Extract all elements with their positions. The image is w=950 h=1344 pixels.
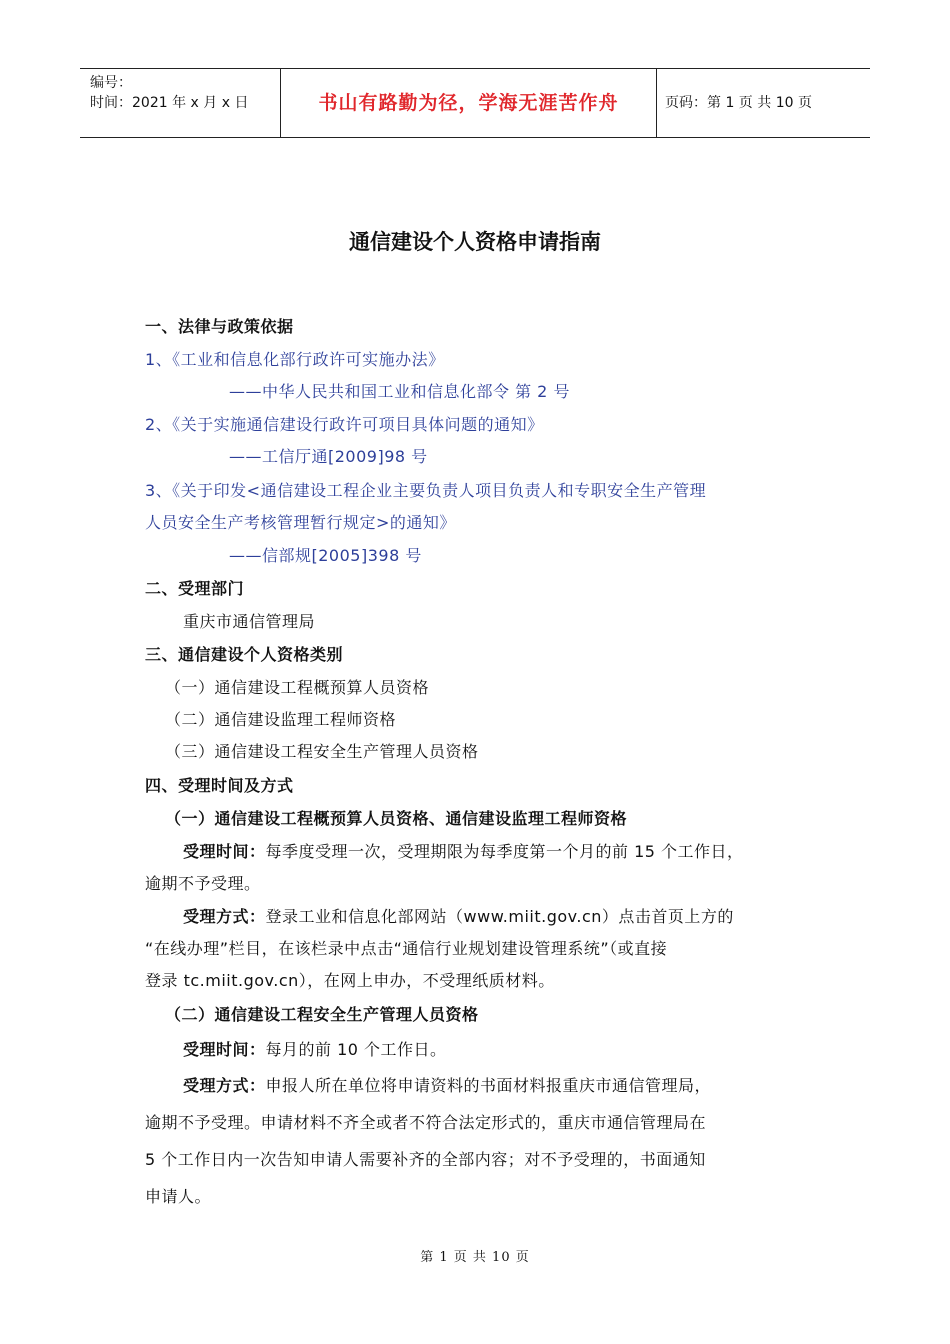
department-name: 重庆市通信管理局 <box>183 612 316 631</box>
section-heading-legal-basis: 一、法律与政策依据 <box>145 317 294 336</box>
page-header <box>80 68 870 138</box>
sub1-time-line-2: 逾期不予受理。 <box>145 874 261 893</box>
reference-item-3: 3、《关于印发<通信建设工程企业主要负责人项目负责人和专职安全生产管理 <box>145 481 707 500</box>
sub2-time-line <box>183 1037 447 1060</box>
subsection-heading-2: （二）通信建设工程安全生产管理人员资格 <box>165 1005 479 1024</box>
sub2-time-text: 每月的前 10 个工作日。 <box>265 1040 447 1059</box>
section-heading-categories: 三、通信建设个人资格类别 <box>145 645 344 664</box>
category-item-2: （二）通信建设监理工程师资格 <box>165 710 397 729</box>
sub1-time-text: 每季度受理一次，受理期限为每季度第一个月的前 15 个工作日， <box>265 842 744 861</box>
sub2-method-text: 申报人所在单位将申请资料的书面材料报重庆市通信管理局， <box>265 1076 712 1095</box>
header-page-number: 页码：第 1 页 共 10 页 <box>665 95 812 111</box>
sub2-method-line-4: 申请人。 <box>145 1187 212 1206</box>
sub1-method-line-1 <box>183 904 734 927</box>
sub1-method-label: 受理方式： <box>183 907 266 926</box>
document-title: 通信建设个人资格申请指南 <box>349 230 601 254</box>
sub2-method-label: 受理方式： <box>183 1076 266 1095</box>
document-number-label: 编号： <box>90 75 132 91</box>
sub2-method-line-3: 5 个工作日内一次告知申请人需要补齐的全部内容；对不予受理的，书面通知 <box>145 1150 706 1169</box>
header-meta <box>80 69 280 137</box>
reference-item-1: 1、《工业和信息化部行政许可实施办法》 <box>145 350 445 369</box>
section-heading-department: 二、受理部门 <box>145 579 245 598</box>
header-motto: 书山有路勤为径，学海无涯苦作舟 <box>318 92 619 114</box>
category-item-1: （一）通信建设工程概预算人员资格 <box>165 678 430 697</box>
section-heading-time-method: 四、受理时间及方式 <box>145 776 294 795</box>
sub2-method-line-1 <box>183 1073 711 1096</box>
sub1-time-line-1 <box>183 839 744 862</box>
sub1-method-line-2: “在线办理”栏目，在该栏录中点击“通信行业规划建设管理系统”（或直接 <box>145 939 668 958</box>
sub1-method-line-3: 登录 tc.miit.gov.cn），在网上申办，不受理纸质材料。 <box>145 971 555 990</box>
reference-item-2: 2、《关于实施通信建设行政许可项目具体问题的通知》 <box>145 415 544 434</box>
subsection-heading-1: （一）通信建设工程概预算人员资格、通信建设监理工程师资格 <box>165 809 628 828</box>
reference-item-2-source: ——工信厅通[2009]98 号 <box>229 447 428 466</box>
sub1-time-label: 受理时间： <box>183 842 266 861</box>
reference-item-3-source: ——信部规[2005]398 号 <box>229 546 422 565</box>
reference-item-1-source: ——中华人民共和国工业和信息化部令 第 2 号 <box>229 382 570 401</box>
sub2-method-line-2: 逾期不予受理。申请材料不齐全或者不符合法定形式的，重庆市通信管理局在 <box>145 1113 707 1132</box>
category-item-3: （三）通信建设工程安全生产管理人员资格 <box>165 742 479 761</box>
sub2-time-label: 受理时间： <box>183 1040 266 1059</box>
header-motto-cell <box>280 69 657 137</box>
sub1-method-text: 登录工业和信息化部网站（www.miit.gov.cn）点击首页上方的 <box>265 907 734 926</box>
document-date: 时间：2021 年 x 月 x 日 <box>90 95 249 111</box>
page-footer: 第 1 页 共 10 页 <box>420 1250 530 1265</box>
reference-item-3-cont: 人员安全生产考核管理暂行规定>的通知》 <box>145 513 456 532</box>
